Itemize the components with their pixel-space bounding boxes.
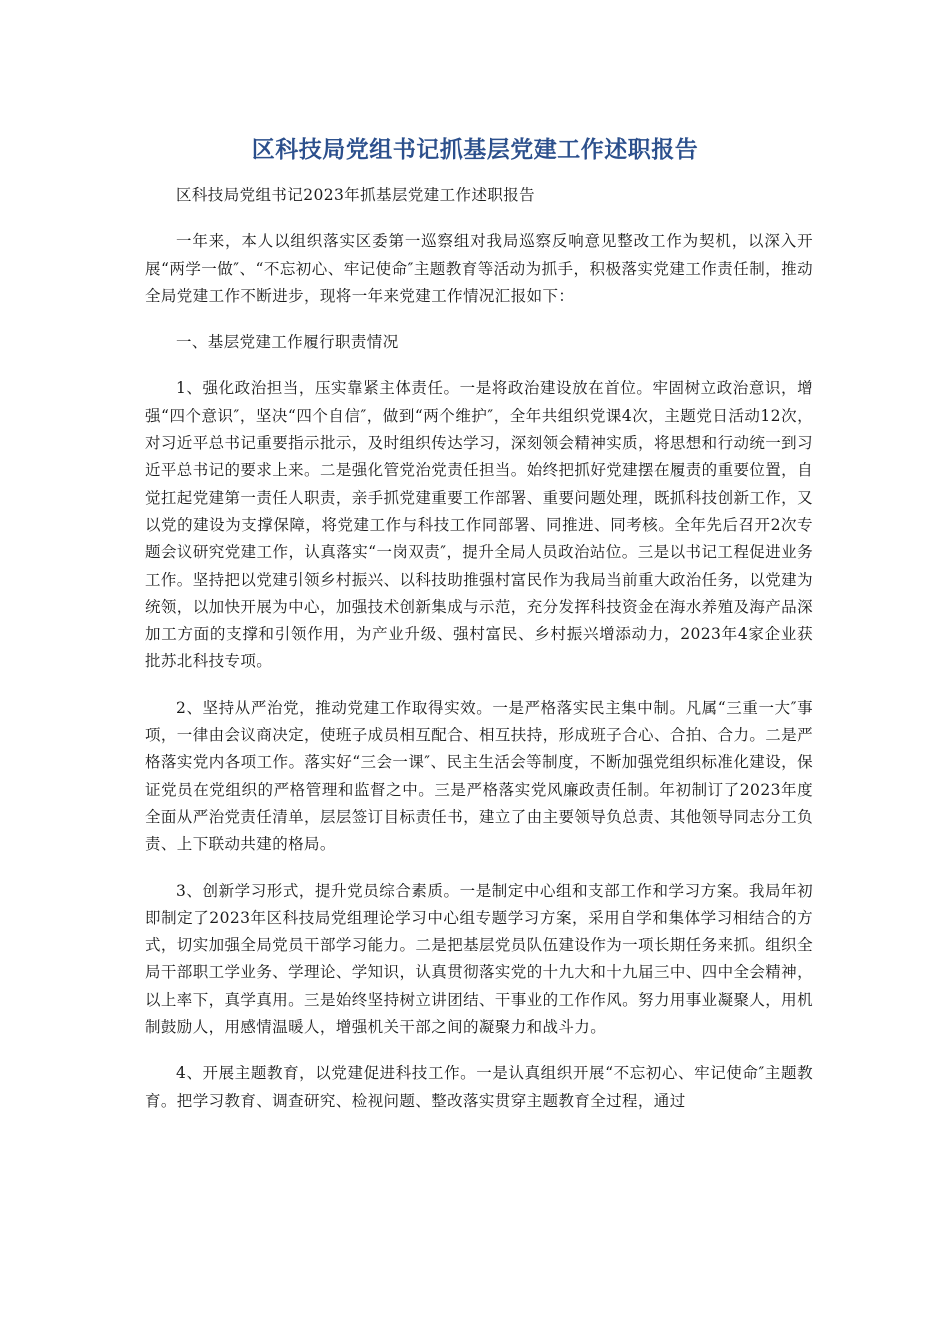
body-paragraph-2: 2、坚持从严治党，推动党建工作取得实效。一是严格落实民主集中制。凡属“三重一大″事项，一律由会议商决定，使班子成员相互配合、相互扶持，形成班子合心、合拍、合力。二是严格落实党内各项工作。落实好“三会一课″、民主生活会等制度，不断加强党组织标准化建设，保证党员在党组织的严格管理和监督之中。三是严格落实党风廉政责任制。年初制订了2023年度全面从严治党责任清单，层层签订目标责任书，建立了由主要领导负总责、其他领导同志分工负责、上下联动共建的格局。 <box>145 698 813 854</box>
document-body <box>145 182 813 1115</box>
intro-paragraph: 一年来，本人以组织落实区委第一巡察组对我局巡察反响意见整改工作为契机，以深入开展“两学一做″、“不忘初心、牢记使命″主题教育等活动为抓手，积极落实党建工作责任制，推动全局党建工作不断进步，现将一年来党建工作情况汇报如下： <box>145 232 813 305</box>
section-heading: 一、基层党建工作履行职责情况 <box>176 333 399 352</box>
document-title: 区科技局党组书记抓基层党建工作述职报告 <box>251 137 699 163</box>
body-paragraph-4: 4、开展主题教育，以党建促进科技工作。一是认真组织开展“不忘初心、牢记使命″主题教育。把学习教育、调查研究、检视问题、整改落实贯穿主题教育全过程，通过 <box>145 1064 813 1110</box>
subtitle-paragraph: 区科技局党组书记2023年抓基层党建工作述职报告 <box>176 186 536 204</box>
body-paragraph-1: 1、强化政治担当，压实靠紧主体责任。一是将政治建设放在首位。牢固树立政治意识，增强“四个意识″，坚决“四个自信″，做到“两个维护″，全年共组织党课4次，主题党日活动12次，对习近平总书记重要指示批示，及时组织传达学习，深刻领会精神实质，将思想和行动统一到习近平总书记的要求上来。二是强化管党治党责任担当。始终把抓好党建摆在履责的重要位置，自觉扛起党建第一责任人职责，亲手抓党建重要工作部署、重要问题处理，既抓科技创新工作，又以党的建设为支撑保障，将党建工作与科技工作同部署、同推进、同考核。全年先后召开2次专题会议研究党建工作，认真落实“一岗双责″，提升全局人员政治站位。三是以书记工程促进业务工作。坚持把以党建引领乡村振兴、以科技助推强村富民作为我局当前重大政治任务，以党建为统领，以加快开展为中心，加强技术创新集成与示范，充分发挥科技资金在海水养殖及海产品深加工方面的支撑和引领作用，为产业升级、强村富民、乡村振兴增添动力，2023年4家企业获批苏北科技专项。 <box>145 379 813 671</box>
body-paragraph-3: 3、创新学习形式，提升党员综合素质。一是制定中心组和支部工作和学习方案。我局年初即制定了2023年区科技局党组理论学习中心组专题学习方案，采用自学和集体学习相结合的方式，切实加强全局党员干部学习能力。二是把基层党员队伍建设作为一项长期任务来抓。组织全局干部职工学业务、学理论、学知识，认真贯彻落实党的十九大和十九届三中、四中全会精神，以上率下，真学真用。三是始终坚持树立讲团结、干事业的工作作风。努力用事业凝聚人，用机制鼓励人，用感情温暖人，增强机关干部之间的凝聚力和战斗力。 <box>145 881 813 1037</box>
